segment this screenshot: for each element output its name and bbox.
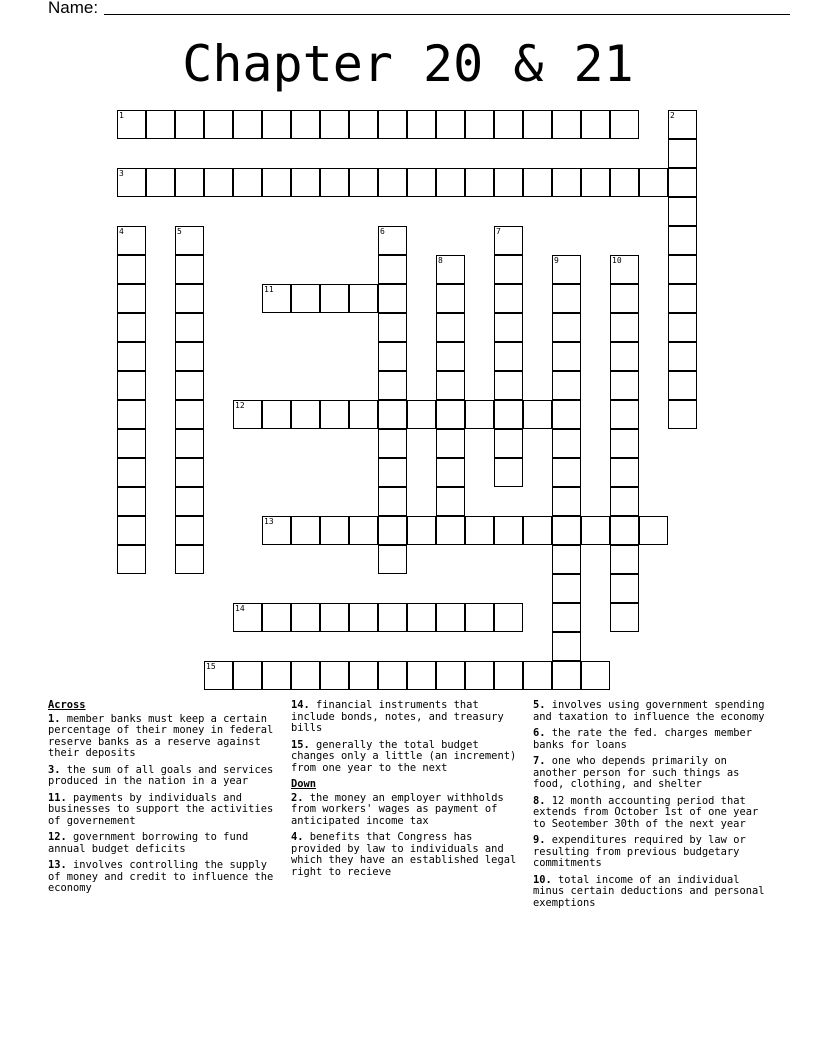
clue-number: 8. xyxy=(533,794,546,807)
clue-number-label: 5 xyxy=(177,227,182,236)
grid-cell[interactable] xyxy=(668,284,697,313)
grid-cell[interactable] xyxy=(175,545,204,574)
grid-cell[interactable] xyxy=(668,226,697,255)
clue-number: 7. xyxy=(533,755,546,767)
grid-cell[interactable] xyxy=(204,168,233,197)
clue-text: benefits that Congress has provided by law to individuals and which they have an established legal right to recieve xyxy=(291,831,517,878)
clues-column-1 xyxy=(48,700,284,900)
clue-number-label: 9 xyxy=(554,256,559,265)
clue-text: generally the total budget changes only a little (an increment) from one year to the next xyxy=(291,738,517,774)
clue-number: 11. xyxy=(48,791,67,804)
grid-cell[interactable] xyxy=(378,110,407,139)
grid-cell[interactable] xyxy=(436,487,465,516)
grid-cell[interactable] xyxy=(465,603,494,632)
grid-cell[interactable] xyxy=(494,168,523,197)
clue-number: 1. xyxy=(48,712,61,725)
grid-cell[interactable] xyxy=(175,284,204,313)
grid-cell[interactable] xyxy=(436,400,465,429)
clue-text: 12 month accounting period that extends from October 1st of one year to Seotember 30th of the next year xyxy=(533,794,759,830)
grid-cell[interactable] xyxy=(552,400,581,429)
grid-cell[interactable] xyxy=(378,603,407,632)
clue-number: 10. xyxy=(533,873,552,886)
clue-number-label: 11 xyxy=(264,285,274,294)
grid-cell[interactable] xyxy=(610,487,639,516)
grid-cell[interactable] xyxy=(117,458,146,487)
grid-cell[interactable] xyxy=(465,661,494,690)
grid-cell[interactable] xyxy=(668,313,697,342)
grid-cell[interactable] xyxy=(175,255,204,284)
grid-cell[interactable] xyxy=(552,545,581,574)
grid-cell[interactable] xyxy=(668,139,697,168)
clue-down-8 xyxy=(533,796,769,831)
clue-across-12 xyxy=(48,832,284,855)
grid-cell[interactable] xyxy=(436,342,465,371)
grid-cell[interactable] xyxy=(610,516,639,545)
grid-cell[interactable] xyxy=(291,661,320,690)
clue-number-label: 12 xyxy=(235,401,245,410)
grid-cell[interactable] xyxy=(610,168,639,197)
clue-text: financial instruments that include bonds, notes, and treasury bills xyxy=(291,699,504,734)
grid-cell[interactable] xyxy=(494,458,523,487)
clue-text: involves controlling the supply of money and credit to influence the economy xyxy=(48,859,274,894)
grid-cell[interactable] xyxy=(204,110,233,139)
grid-cell[interactable] xyxy=(523,168,552,197)
clue-number-label: 6 xyxy=(380,227,385,236)
grid-cell[interactable] xyxy=(349,284,378,313)
grid-cell[interactable] xyxy=(552,168,581,197)
grid-cell[interactable] xyxy=(349,661,378,690)
grid-cell[interactable] xyxy=(581,516,610,545)
grid-cell[interactable] xyxy=(610,545,639,574)
clue-number: 6. xyxy=(533,727,546,739)
grid-cell[interactable] xyxy=(436,429,465,458)
grid-cell[interactable] xyxy=(523,661,552,690)
grid-cell[interactable] xyxy=(610,313,639,342)
clue-number: 5. xyxy=(533,699,546,711)
grid-cell[interactable] xyxy=(378,400,407,429)
grid-cell[interactable] xyxy=(552,429,581,458)
clue-number: 15. xyxy=(291,738,310,751)
clue-down-9 xyxy=(533,835,769,870)
grid-cell[interactable] xyxy=(378,487,407,516)
clue-number-label: 15 xyxy=(206,662,216,671)
grid-cell[interactable] xyxy=(668,255,697,284)
grid-cell[interactable] xyxy=(610,603,639,632)
clue-text: the rate the fed. charges member banks for loans xyxy=(533,727,752,751)
grid-cell[interactable] xyxy=(378,458,407,487)
grid-cell[interactable] xyxy=(552,632,581,661)
clue-across-11 xyxy=(48,793,284,828)
grid-cell[interactable] xyxy=(523,110,552,139)
grid-cell[interactable] xyxy=(407,603,436,632)
grid-cell[interactable] xyxy=(581,168,610,197)
grid-cell[interactable] xyxy=(494,255,523,284)
grid-cell[interactable] xyxy=(610,458,639,487)
clue-number: 14. xyxy=(291,699,310,711)
clue-number-label: 4 xyxy=(119,227,124,236)
clue-across-3 xyxy=(48,765,284,788)
grid-cell[interactable] xyxy=(494,284,523,313)
grid-cell[interactable] xyxy=(146,168,175,197)
grid-cell[interactable] xyxy=(494,400,523,429)
grid-cell[interactable] xyxy=(291,516,320,545)
grid-cell[interactable] xyxy=(436,603,465,632)
clue-down-5 xyxy=(533,700,769,723)
grid-cell[interactable] xyxy=(436,313,465,342)
grid-cell[interactable] xyxy=(552,110,581,139)
grid-cell[interactable] xyxy=(610,429,639,458)
grid-cell[interactable] xyxy=(378,284,407,313)
grid-cell[interactable] xyxy=(378,661,407,690)
grid-cell[interactable] xyxy=(552,342,581,371)
grid-cell[interactable] xyxy=(668,371,697,400)
grid-cell[interactable] xyxy=(552,371,581,400)
grid-cell[interactable] xyxy=(668,197,697,226)
grid-cell[interactable] xyxy=(610,110,639,139)
clue-text: expenditures required by law or resulting from previous budgetary commitments xyxy=(533,834,746,869)
grid-cell[interactable] xyxy=(436,661,465,690)
clue-number-label: 10 xyxy=(612,256,622,265)
grid-cell[interactable] xyxy=(465,400,494,429)
grid-cell[interactable] xyxy=(349,603,378,632)
clue-across-1 xyxy=(48,714,284,760)
grid-cell[interactable] xyxy=(175,313,204,342)
grid-cell[interactable] xyxy=(320,168,349,197)
clue-number-label: 8 xyxy=(438,256,443,265)
grid-cell[interactable] xyxy=(320,603,349,632)
grid-cell[interactable] xyxy=(291,603,320,632)
across-heading: Across xyxy=(48,699,86,711)
name-label: Name: xyxy=(48,0,99,17)
grid-cell[interactable] xyxy=(610,284,639,313)
clue-text: member banks must keep a certain percentage of their money in federal reserve banks as a reserve against their deposits xyxy=(48,712,274,759)
clue-number: 3. xyxy=(48,763,61,776)
grid-cell[interactable] xyxy=(378,168,407,197)
clue-across-14 xyxy=(291,700,527,735)
grid-cell[interactable] xyxy=(552,487,581,516)
grid-cell[interactable] xyxy=(465,168,494,197)
grid-cell[interactable] xyxy=(117,371,146,400)
grid-cell[interactable] xyxy=(494,371,523,400)
grid-cell[interactable] xyxy=(407,400,436,429)
grid-cell[interactable] xyxy=(552,603,581,632)
clue-number: 13. xyxy=(48,859,67,871)
grid-cell[interactable] xyxy=(610,342,639,371)
grid-cell[interactable] xyxy=(117,284,146,313)
grid-cell[interactable] xyxy=(581,110,610,139)
grid-cell[interactable] xyxy=(552,284,581,313)
grid-cell[interactable] xyxy=(262,400,291,429)
grid-cell[interactable] xyxy=(349,110,378,139)
clue-number-label: 1 xyxy=(119,111,124,120)
grid-cell[interactable] xyxy=(436,110,465,139)
grid-cell[interactable] xyxy=(639,516,668,545)
grid-cell[interactable] xyxy=(668,342,697,371)
clue-text: government borrowing to fund annual budget deficits xyxy=(48,831,249,855)
clue-text: the money an employer withholds from workers' wages as payment of anticipated income tax xyxy=(291,791,504,827)
grid-cell[interactable] xyxy=(175,400,204,429)
grid-cell[interactable] xyxy=(349,168,378,197)
clue-number-label: 7 xyxy=(496,227,501,236)
clue-number-label: 2 xyxy=(670,111,675,120)
grid-cell[interactable] xyxy=(320,284,349,313)
grid-cell[interactable] xyxy=(436,168,465,197)
grid-cell[interactable] xyxy=(175,371,204,400)
grid-cell[interactable] xyxy=(494,429,523,458)
grid-cell[interactable] xyxy=(494,110,523,139)
grid-cell[interactable] xyxy=(291,400,320,429)
grid-cell[interactable] xyxy=(668,168,697,197)
grid-cell[interactable] xyxy=(320,516,349,545)
grid-cell[interactable] xyxy=(407,110,436,139)
grid-cell[interactable] xyxy=(494,603,523,632)
grid-cell[interactable] xyxy=(378,516,407,545)
grid-cell[interactable] xyxy=(349,400,378,429)
clue-down-10 xyxy=(533,875,769,910)
clue-number-label: 3 xyxy=(119,169,124,178)
clue-text: involves using government spending and taxation to influence the economy xyxy=(533,699,765,723)
grid-cell[interactable] xyxy=(233,168,262,197)
grid-cell[interactable] xyxy=(175,487,204,516)
grid-cell[interactable] xyxy=(378,313,407,342)
clues-column-2 xyxy=(291,700,527,883)
grid-cell[interactable] xyxy=(668,400,697,429)
grid-cell[interactable] xyxy=(552,661,581,690)
clue-text: one who depends primarily on another person for such things as food, clothing, and shelter xyxy=(533,755,740,790)
grid-cell[interactable] xyxy=(175,110,204,139)
grid-cell[interactable] xyxy=(320,400,349,429)
grid-cell[interactable] xyxy=(117,487,146,516)
grid-cell[interactable] xyxy=(117,429,146,458)
grid-cell[interactable] xyxy=(291,110,320,139)
clue-number-label: 13 xyxy=(264,517,274,526)
grid-cell[interactable] xyxy=(262,603,291,632)
clue-text: total income of an individual minus certain deductions and personal exemptions xyxy=(533,873,765,909)
grid-cell[interactable] xyxy=(291,284,320,313)
clue-number: 9. xyxy=(533,834,546,846)
clue-across-15 xyxy=(291,740,527,775)
grid-cell[interactable] xyxy=(233,110,262,139)
grid-cell[interactable] xyxy=(175,168,204,197)
grid-cell[interactable] xyxy=(117,313,146,342)
grid-cell[interactable] xyxy=(262,661,291,690)
grid-cell[interactable] xyxy=(639,168,668,197)
grid-cell[interactable] xyxy=(320,110,349,139)
clue-number: 12. xyxy=(48,831,67,843)
grid-cell[interactable] xyxy=(552,313,581,342)
grid-cell[interactable] xyxy=(494,313,523,342)
down-heading: Down xyxy=(291,778,317,790)
clue-number: 4. xyxy=(291,831,304,843)
grid-cell[interactable] xyxy=(494,516,523,545)
grid-cell[interactable] xyxy=(378,545,407,574)
grid-cell[interactable] xyxy=(117,516,146,545)
grid-cell[interactable] xyxy=(552,574,581,603)
grid-cell[interactable] xyxy=(262,110,291,139)
grid-cell[interactable] xyxy=(175,429,204,458)
grid-cell[interactable] xyxy=(523,516,552,545)
grid-cell[interactable] xyxy=(407,168,436,197)
grid-cell[interactable] xyxy=(552,516,581,545)
clue-down-4 xyxy=(291,832,527,878)
grid-cell[interactable] xyxy=(552,458,581,487)
grid-cell[interactable] xyxy=(262,168,291,197)
grid-cell[interactable] xyxy=(378,255,407,284)
grid-cell[interactable] xyxy=(523,400,552,429)
grid-cell[interactable] xyxy=(117,545,146,574)
puzzle-title: Chapter 20 & 21 xyxy=(182,35,634,93)
grid-cell[interactable] xyxy=(610,574,639,603)
grid-cell[interactable] xyxy=(146,110,175,139)
clue-across-13 xyxy=(48,860,284,895)
grid-cell[interactable] xyxy=(175,342,204,371)
clue-down-6 xyxy=(533,728,769,751)
grid-cell[interactable] xyxy=(436,284,465,313)
clue-number: 2. xyxy=(291,791,304,804)
clue-text: the sum of all goals and services produced in the nation in a year xyxy=(48,763,274,787)
clue-down-7 xyxy=(533,756,769,791)
grid-cell[interactable] xyxy=(117,255,146,284)
grid-cell[interactable] xyxy=(407,516,436,545)
grid-cell[interactable] xyxy=(581,661,610,690)
grid-cell[interactable] xyxy=(465,110,494,139)
grid-cell[interactable] xyxy=(349,516,378,545)
grid-cell[interactable] xyxy=(233,661,262,690)
grid-cell[interactable] xyxy=(610,400,639,429)
grid-cell[interactable] xyxy=(436,458,465,487)
grid-cell[interactable] xyxy=(378,342,407,371)
grid-cell[interactable] xyxy=(117,400,146,429)
grid-cell[interactable] xyxy=(117,342,146,371)
clue-text: payments by individuals and businesses to support the activities of governement xyxy=(48,791,274,827)
clue-number-label: 14 xyxy=(235,604,245,613)
grid-cell[interactable] xyxy=(378,429,407,458)
grid-cell[interactable] xyxy=(610,371,639,400)
grid-cell[interactable] xyxy=(291,168,320,197)
grid-cell[interactable] xyxy=(407,661,436,690)
grid-cell[interactable] xyxy=(494,342,523,371)
grid-cell[interactable] xyxy=(320,661,349,690)
clues-column-3 xyxy=(533,700,769,914)
grid-cell[interactable] xyxy=(465,516,494,545)
clue-down-2 xyxy=(291,793,527,828)
grid-cell[interactable] xyxy=(436,516,465,545)
grid-cell[interactable] xyxy=(494,661,523,690)
grid-cell[interactable] xyxy=(378,371,407,400)
grid-cell[interactable] xyxy=(175,516,204,545)
grid-cell[interactable] xyxy=(175,458,204,487)
grid-cell[interactable] xyxy=(436,371,465,400)
